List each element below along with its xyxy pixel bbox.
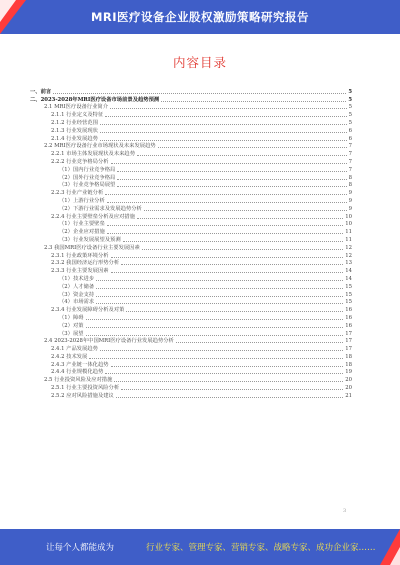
toc-entry-page: 20 xyxy=(345,385,352,392)
toc-entry-label: 2.2.2 行业竞争格局分析 xyxy=(51,158,109,165)
toc-entry-label: 2.3.3 行业主要发展因素 xyxy=(51,268,109,275)
toc-entry-label: （1）行业主要壁垒 xyxy=(59,221,105,228)
toc-leader-dots xyxy=(111,271,344,273)
toc-leader-dots xyxy=(111,365,344,367)
toc-entry-page: 7 xyxy=(348,166,352,173)
toc-entry-page: 5 xyxy=(348,96,352,103)
toc-entry-page: 11 xyxy=(345,236,352,243)
toc-entry-label: 2.4.2 技术发展 xyxy=(51,353,88,360)
toc-entry-page: 15 xyxy=(345,299,352,306)
toc-entry-page: 5 xyxy=(348,104,352,111)
toc-entry-page: 16 xyxy=(345,314,352,321)
toc-leader-dots xyxy=(89,357,343,359)
toc-entry[interactable] xyxy=(30,259,352,267)
toc-leader-dots xyxy=(100,131,347,133)
toc-entry-page: 20 xyxy=(345,377,352,384)
toc-entry[interactable] xyxy=(30,110,352,118)
toc-entry-label: （1）国内行业竞争格局 xyxy=(59,166,116,173)
page-number: 3 xyxy=(343,508,347,514)
toc-entry[interactable] xyxy=(30,235,352,243)
toc-leader-dots xyxy=(158,146,347,148)
toc-entry-page: 17 xyxy=(345,330,352,337)
toc-entry-page: 11 xyxy=(345,229,352,236)
toc-entry-page: 18 xyxy=(345,353,352,360)
toc-entry-label: 2.4.3 产业链一体化趋势 xyxy=(51,361,109,368)
table-of-contents xyxy=(30,87,352,399)
toc-leader-dots xyxy=(126,310,343,312)
toc-entry-page: 14 xyxy=(345,275,352,282)
toc-entry-page: 9 xyxy=(348,205,352,212)
toc-entry[interactable] xyxy=(30,103,352,111)
toc-entry[interactable] xyxy=(30,305,352,313)
toc-entry-label: 2.3 我国MRI医疗设备行业主要发展因素 xyxy=(44,244,140,251)
toc-entry-label: （2）人才储备 xyxy=(59,283,95,290)
toc-entry-page: 8 xyxy=(348,182,352,189)
toc-entry-page: 7 xyxy=(348,158,352,165)
footer-slogan-left: 让每个人都能成为 xyxy=(46,543,115,553)
toc-entry[interactable] xyxy=(30,157,352,165)
toc-entry[interactable] xyxy=(30,337,352,345)
toc-entry-page: 7 xyxy=(348,151,352,158)
toc-leader-dots xyxy=(121,388,343,390)
toc-leader-dots xyxy=(96,295,343,297)
toc-leader-dots xyxy=(105,372,343,374)
toc-entry[interactable] xyxy=(30,360,352,368)
footer-slogan-right: 行业专家、管理专家、营销专家、战略专家、成功企业家…… xyxy=(146,543,376,553)
toc-entry-label: 2.2.3 行业产业链分析 xyxy=(51,190,104,197)
toc-entry-label: 2.3.4 行业发展障碍分析及对策 xyxy=(51,307,125,314)
toc-entry-page: 21 xyxy=(345,392,352,399)
toc-entry[interactable] xyxy=(30,243,352,251)
toc-entry-label: 2.5.1 行业主要投资风险分析 xyxy=(51,385,120,392)
toc-entry-label: 2.1.4 行业发展趋势 xyxy=(51,135,98,142)
toc-entry[interactable] xyxy=(30,134,352,142)
toc-entry-page: 6 xyxy=(348,135,352,142)
toc-entry[interactable] xyxy=(30,227,352,235)
report-title: MRI医疗设备企业股权激励策略研究报告 xyxy=(90,10,310,24)
toc-leader-dots xyxy=(105,193,346,195)
toc-leader-dots xyxy=(86,334,344,336)
toc-leader-dots xyxy=(96,287,343,289)
toc-leader-dots xyxy=(123,240,344,242)
toc-entry-label: （3）行业竞争格局展望 xyxy=(59,182,116,189)
toc-entry[interactable] xyxy=(30,87,352,95)
toc-entry[interactable] xyxy=(30,290,352,298)
toc-entry-label: （2）国外行业竞争格局 xyxy=(59,174,116,181)
toc-leader-dots xyxy=(100,139,347,141)
toc-entry[interactable] xyxy=(30,266,352,274)
toc-leader-dots xyxy=(121,263,343,265)
toc-leader-dots xyxy=(86,326,344,328)
toc-entry-page: 15 xyxy=(345,291,352,298)
toc-entry[interactable] xyxy=(30,344,352,352)
toc-entry[interactable] xyxy=(30,383,352,391)
toc-leader-dots xyxy=(117,178,346,180)
toc-entry[interactable] xyxy=(30,251,352,259)
toc-entry-label: （2）企业应对措施 xyxy=(59,229,105,236)
toc-entry[interactable] xyxy=(30,391,352,399)
toc-entry-label: 2.1.2 行业经营范围 xyxy=(51,119,98,126)
toc-entry-label: 2.3.1 行业政策环境分析 xyxy=(51,252,109,259)
toc-entry-page: 13 xyxy=(345,260,352,267)
toc-entry-page: 9 xyxy=(348,190,352,197)
toc-entry-label: （1）上游行业分析 xyxy=(59,197,105,204)
toc-leader-dots xyxy=(110,107,347,109)
toc-leader-dots xyxy=(111,256,344,258)
toc-leader-dots xyxy=(176,341,343,343)
toc-entry-label: （3）展望 xyxy=(59,330,84,337)
toc-leader-dots xyxy=(105,115,346,117)
toc-entry-label: （2）对策 xyxy=(59,322,84,329)
toc-entry-page: 5 xyxy=(348,88,352,95)
toc-entry-page: 18 xyxy=(345,361,352,368)
toc-entry-page: 9 xyxy=(348,197,352,204)
toc-entry-label: 2.1.3 行业发展现状 xyxy=(51,127,98,134)
toc-leader-dots xyxy=(107,232,344,234)
page-footer-banner xyxy=(0,529,400,565)
toc-entry-label: 2.5.2 应对风险措施及建议 xyxy=(51,392,114,399)
toc-entry[interactable] xyxy=(30,165,352,173)
toc-entry-label: （2）下游行业需求及发展趋势分析 xyxy=(59,205,142,212)
toc-entry[interactable] xyxy=(30,352,352,360)
toc-leader-dots xyxy=(53,92,346,94)
toc-entry-label: 2.4.1 产品发展趋势 xyxy=(51,346,98,353)
toc-leader-dots xyxy=(117,170,346,172)
toc-entry-label: 二、2023-2028年MRI医疗设备市场前景及趋势预测 xyxy=(30,96,160,103)
toc-entry-page: 17 xyxy=(345,346,352,353)
toc-leader-dots xyxy=(116,396,343,398)
toc-entry-page: 19 xyxy=(345,369,352,376)
toc-leader-dots xyxy=(96,302,343,304)
toc-leader-dots xyxy=(107,201,347,203)
toc-entry-label: 2.5 行业投资风险及应对措施 xyxy=(44,377,113,384)
toc-leader-dots xyxy=(137,154,347,156)
toc-entry-label: （3）行业发展展望及预测 xyxy=(59,236,121,243)
toc-entry-page: 6 xyxy=(348,127,352,134)
toc-entry[interactable] xyxy=(30,375,352,383)
toc-entry[interactable] xyxy=(30,313,352,321)
toc-entry-label: 2.2 MRI医疗设备行业市场现状及未来发展趋势 xyxy=(44,143,156,150)
toc-leader-dots xyxy=(107,224,344,226)
toc-leader-dots xyxy=(142,248,343,250)
toc-entry[interactable] xyxy=(30,181,352,189)
toc-entry-label: 2.4.4 行业规模化趋势 xyxy=(51,369,104,376)
toc-entry-label: （1）技术进步 xyxy=(59,275,95,282)
toc-entry-label: 2.3.2 我国经济运行形势分析 xyxy=(51,260,120,267)
toc-entry-page: 16 xyxy=(345,322,352,329)
toc-entry-page: 14 xyxy=(345,268,352,275)
toc-entry-label: （4）市场需求 xyxy=(59,299,95,306)
toc-leader-dots xyxy=(96,279,343,281)
toc-entry[interactable] xyxy=(30,298,352,306)
toc-entry[interactable] xyxy=(30,196,352,204)
toc-leader-dots xyxy=(100,349,343,351)
toc-entry-label: 2.2.1 市场主体发展现状及未来趋势 xyxy=(51,151,136,158)
toc-entry-page: 8 xyxy=(348,174,352,181)
toc-entry-page: 12 xyxy=(345,244,352,251)
toc-leader-dots xyxy=(86,318,344,320)
toc-entry[interactable] xyxy=(30,321,352,329)
toc-entry[interactable] xyxy=(30,126,352,134)
toc-entry-page: 15 xyxy=(345,283,352,290)
toc-entry[interactable] xyxy=(30,220,352,228)
toc-entry[interactable] xyxy=(30,212,352,220)
toc-entry[interactable] xyxy=(30,173,352,181)
toc-entry[interactable] xyxy=(30,329,352,337)
toc-entry-label: 一、前言 xyxy=(30,88,52,95)
toc-entry[interactable] xyxy=(30,118,352,126)
toc-entry-label: 2.1 MRI医疗设备行业简介 xyxy=(44,104,108,111)
toc-entry[interactable] xyxy=(30,95,352,103)
toc-entry[interactable] xyxy=(30,204,352,212)
toc-entry-page: 10 xyxy=(345,213,352,220)
toc-entry-label: （3）资金支持 xyxy=(59,291,95,298)
page-header-banner xyxy=(0,0,400,34)
footer-white-accent xyxy=(390,547,400,565)
toc-leader-dots xyxy=(114,380,343,382)
toc-leader-dots xyxy=(137,217,343,219)
toc-entry-page: 7 xyxy=(348,143,352,150)
toc-leader-dots xyxy=(144,209,347,211)
toc-entry-label: （1）障碍 xyxy=(59,314,84,321)
toc-heading: 内容目录 xyxy=(172,55,227,70)
toc-leader-dots xyxy=(161,100,346,102)
toc-entry-page: 10 xyxy=(345,221,352,228)
toc-entry-page: 16 xyxy=(345,307,352,314)
toc-entry-page: 5 xyxy=(348,112,352,119)
toc-entry[interactable] xyxy=(30,274,352,282)
toc-entry[interactable] xyxy=(30,142,352,150)
toc-entry-page: 5 xyxy=(348,119,352,126)
toc-entry[interactable] xyxy=(30,188,352,196)
toc-entry-page: 17 xyxy=(345,338,352,345)
toc-entry-page: 12 xyxy=(345,252,352,259)
toc-entry-label: 2.1.1 行业定义及特征 xyxy=(51,112,104,119)
toc-entry-label: 2.4 2023-2028年中国MRI医疗设备行业发展趋势分析 xyxy=(44,338,174,345)
toc-entry[interactable] xyxy=(30,282,352,290)
toc-entry[interactable] xyxy=(30,149,352,157)
toc-leader-dots xyxy=(111,162,347,164)
toc-entry[interactable] xyxy=(30,368,352,376)
toc-leader-dots xyxy=(100,123,347,125)
toc-entry-label: 2.2.4 行业主要壁垒分析及应对措施 xyxy=(51,213,136,220)
toc-leader-dots xyxy=(117,185,346,187)
